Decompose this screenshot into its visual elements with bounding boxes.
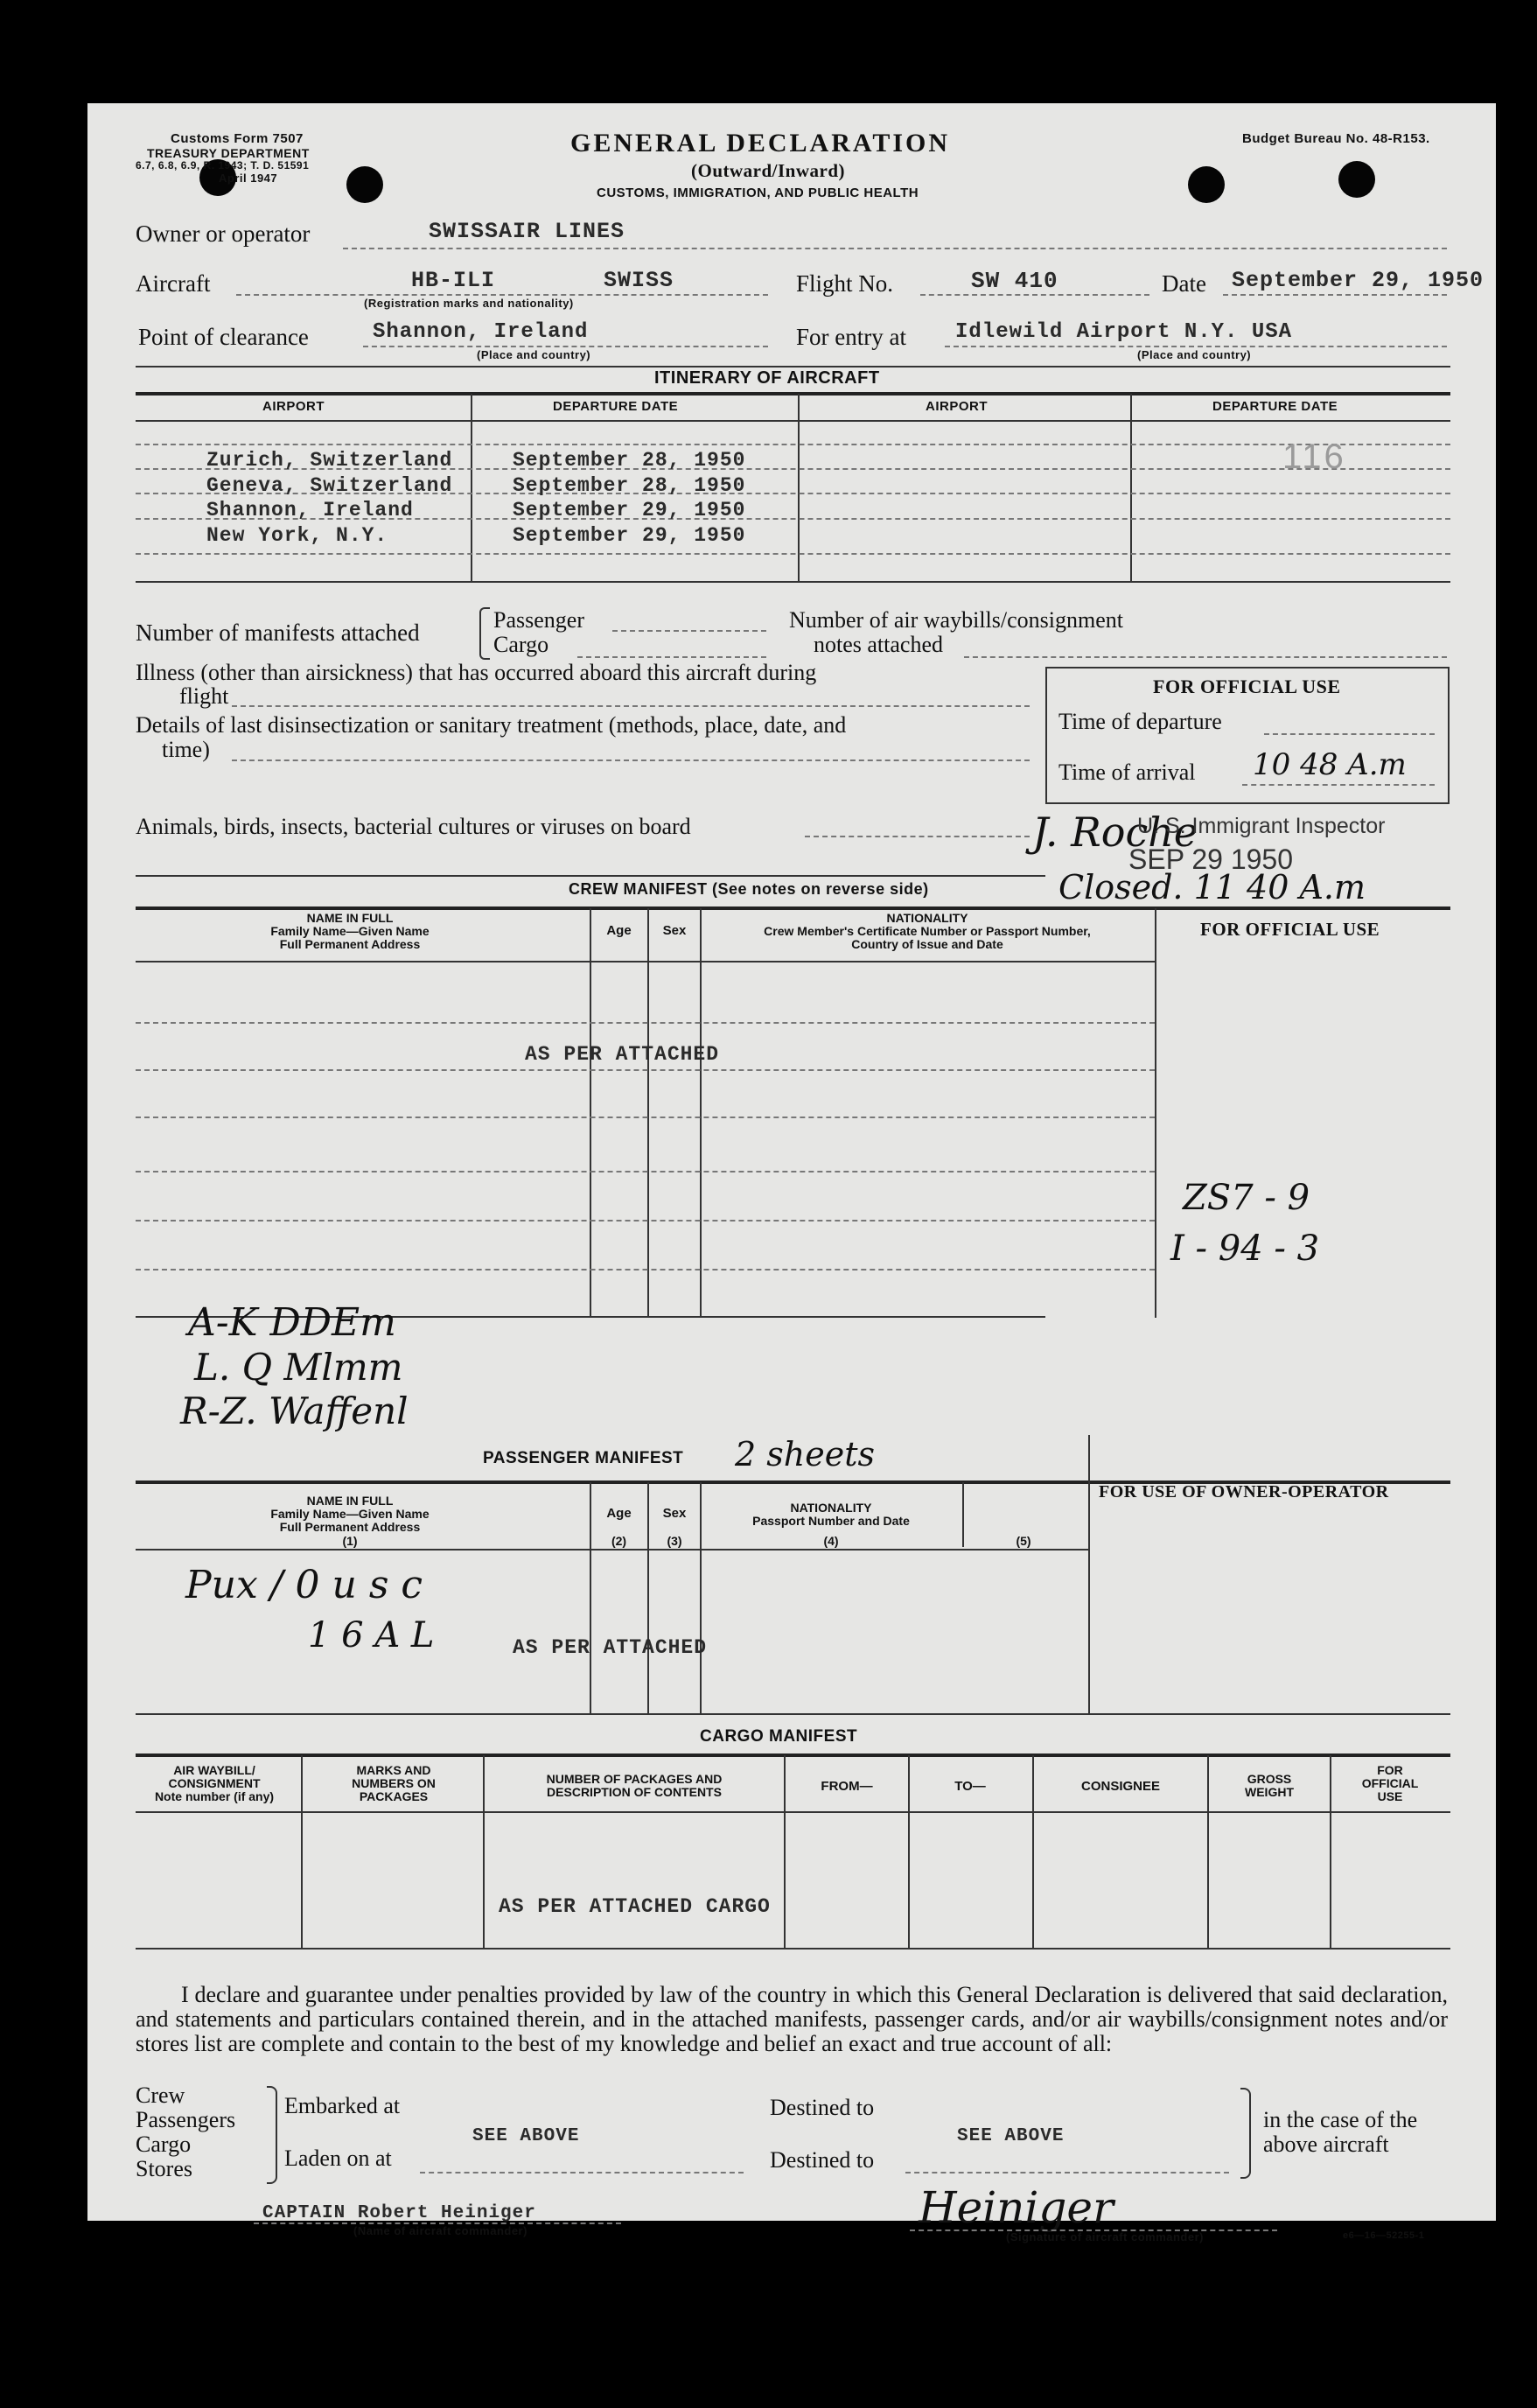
cargo-col-waybill: AIR WAYBILL/ CONSIGNMENT Note number (if any) bbox=[154, 1763, 275, 1803]
entry-line bbox=[945, 346, 1447, 347]
punch-hole bbox=[1338, 161, 1375, 198]
arrival-time-line bbox=[1242, 784, 1435, 786]
clearance-caption: (Place and country) bbox=[477, 348, 591, 361]
itinerary-airport: Zurich, Switzerland bbox=[206, 449, 453, 472]
departure-time-label: Time of departure bbox=[1058, 709, 1222, 734]
passenger-divider bbox=[962, 1482, 964, 1547]
crew-row-line bbox=[136, 1116, 1155, 1118]
form-date: April 1947 bbox=[219, 172, 278, 185]
itinerary-row-line bbox=[136, 444, 1450, 445]
inspection-date-stamp: SEP 29 1950 bbox=[1128, 844, 1294, 875]
declaration-item-crew: Crew bbox=[136, 2082, 185, 2108]
flight-line bbox=[920, 294, 1149, 296]
itinerary-airport: Shannon, Ireland bbox=[206, 499, 414, 522]
cargo-label: Cargo bbox=[493, 632, 549, 657]
cargo-title: CARGO MANIFEST bbox=[700, 1727, 858, 1746]
passenger-col-sex: Sex bbox=[662, 1506, 687, 1521]
passenger-rule bbox=[136, 1549, 1088, 1550]
cargo-bottom-rule bbox=[136, 1948, 1450, 1950]
cargo-col-official: FOR OFFICIAL USE bbox=[1361, 1763, 1419, 1803]
itinerary-airport: Geneva, Switzerland bbox=[206, 474, 453, 497]
case-text: above aircraft bbox=[1263, 2132, 1389, 2157]
closed-note: Closed. 11 40 A.m bbox=[1058, 868, 1366, 906]
cargo-divider bbox=[1207, 1755, 1209, 1948]
case-text: in the case of the bbox=[1263, 2107, 1418, 2132]
clearance-value: Shannon, Ireland bbox=[373, 320, 589, 344]
punch-hole bbox=[1188, 166, 1225, 203]
passenger-col-age-number: (2) bbox=[611, 1534, 627, 1548]
itinerary-title: ITINERARY OF AIRCRAFT bbox=[654, 368, 880, 388]
passenger-col-owner: FOR USE OF OWNER-OPERATOR bbox=[1099, 1482, 1389, 1502]
crew-row-line bbox=[136, 1022, 1155, 1024]
owner-label: Owner or operator bbox=[136, 220, 311, 247]
entry-value: Idlewild Airport N.Y. USA bbox=[955, 320, 1293, 344]
signature-caption: (Signature of aircraft commander) bbox=[1006, 2230, 1204, 2244]
manifests-brace bbox=[479, 607, 490, 660]
aircraft-line bbox=[236, 294, 768, 296]
crew-handwritten-name: L. Q Mlmm bbox=[194, 1346, 403, 1389]
animals-question: Animals, birds, insects, bacterial cultures or viruses on board bbox=[136, 814, 691, 839]
declaration-item-cargo: Cargo bbox=[136, 2132, 192, 2157]
itinerary-col-airport: AIRPORT bbox=[262, 399, 325, 414]
itinerary-bottom-rule bbox=[136, 581, 1450, 583]
crew-row-line bbox=[136, 1220, 1155, 1222]
disinsectization-answer-line bbox=[232, 760, 1030, 761]
entry-label: For entry at bbox=[796, 324, 906, 350]
aircraft-nationality: SWISS bbox=[604, 268, 674, 293]
crew-top-rule bbox=[136, 875, 1045, 877]
crew-divider bbox=[700, 908, 702, 1318]
itinerary-col-departure: DEPARTURE DATE bbox=[1212, 399, 1338, 414]
embarked-value: SEE ABOVE bbox=[472, 2126, 580, 2146]
cargo-col-from: FROM— bbox=[821, 1779, 873, 1794]
declaration-text: I declare and guarantee under penalties provided by law of the country in which this General Declaration is delivered that said declaration, and statements and particulars contained therein, and in the attached manifests, passenger cards, and/or air waybills/consignment notes and/or stores list are complete and contain to the best of my knowledge and belief an exact and true account of all: bbox=[136, 1982, 1448, 2056]
destined-label: Destined to bbox=[770, 2095, 875, 2120]
cargo-col-description: NUMBER OF PACKAGES AND DESCRIPTION OF CONTENTS bbox=[546, 1772, 723, 1799]
passenger-handwritten-note: Pux / 0 u s c bbox=[185, 1563, 423, 1607]
passenger-col-age: Age bbox=[606, 1506, 632, 1521]
embarked-label: Embarked at bbox=[284, 2093, 401, 2118]
inspector-stamp: U. S. Immigrant Inspector bbox=[1137, 814, 1386, 838]
crew-col-sex: Sex bbox=[662, 923, 687, 938]
passenger-title: PASSENGER MANIFEST bbox=[483, 1449, 684, 1467]
passenger-col-nationality-number: (4) bbox=[823, 1534, 839, 1548]
crew-header-rule bbox=[136, 906, 1450, 910]
passenger-col-name: NAME IN FULL Family Name—Given Name Full Permanent Address bbox=[270, 1494, 430, 1534]
arrival-time-value: 10 48 A.m bbox=[1253, 747, 1407, 782]
arrival-time-label: Time of arrival bbox=[1058, 760, 1196, 785]
date-label: Date bbox=[1162, 270, 1206, 297]
department: TREASURY DEPARTMENT bbox=[147, 146, 310, 160]
passenger-divider bbox=[647, 1482, 649, 1713]
cargo-rule bbox=[136, 1811, 1450, 1813]
laden-label: Laden on at bbox=[284, 2146, 392, 2171]
crew-row-line bbox=[136, 1069, 1155, 1071]
declaration-item-stores: Stores bbox=[136, 2156, 192, 2181]
crew-divider bbox=[1155, 908, 1156, 1318]
destined-line bbox=[905, 2172, 1229, 2174]
regulations: 6.7, 6.8, 6.9, R. 1943; T. D. 51591 bbox=[136, 159, 310, 172]
itinerary-col-airport: AIRPORT bbox=[926, 399, 988, 414]
illness-question: flight bbox=[179, 683, 229, 709]
form-subtitle: (Outward/Inward) bbox=[691, 160, 846, 181]
crew-entry: AS PER ATTACHED bbox=[525, 1043, 720, 1066]
crew-handwritten-name: A-K DDEm bbox=[188, 1300, 396, 1345]
date-line bbox=[1223, 294, 1447, 296]
punch-hole bbox=[346, 166, 383, 203]
date-value: September 29, 1950 bbox=[1232, 268, 1485, 293]
crew-col-nationality: NATIONALITY Crew Member's Certificate Number or Passport Number, Country of Issue and Date bbox=[764, 911, 1091, 951]
manifests-label: Number of manifests attached bbox=[136, 620, 420, 646]
cargo-count-line bbox=[577, 656, 766, 658]
clearance-label: Point of clearance bbox=[138, 324, 309, 350]
cargo-entry: AS PER ATTACHED CARGO bbox=[499, 1895, 771, 1918]
case-brace bbox=[1240, 2088, 1251, 2179]
passenger-label: Passenger bbox=[493, 607, 584, 633]
commander-caption: (Name of aircraft commander) bbox=[353, 2224, 527, 2237]
print-code: e6—16—52255-1 bbox=[1343, 2230, 1425, 2241]
passenger-col-sex-number: (3) bbox=[667, 1534, 682, 1548]
owner-line bbox=[343, 248, 1447, 249]
form-title: GENERAL DECLARATION bbox=[570, 129, 951, 158]
departure-time-line bbox=[1264, 733, 1435, 735]
disinsectization-question: Details of last disinsectization or sanitary treatment (methods, place, date, and bbox=[136, 712, 847, 738]
crew-col-name: NAME IN FULL Family Name—Given Name Full Permanent Address bbox=[270, 911, 430, 951]
passenger-col-5: (5) bbox=[1016, 1534, 1031, 1548]
passenger-handwritten-note: 1 6 A L bbox=[308, 1615, 435, 1656]
itinerary-airport: New York, N.Y. bbox=[206, 524, 388, 547]
waybills-label: Number of air waybills/consignment bbox=[789, 607, 1123, 633]
aircraft-label: Aircraft bbox=[136, 270, 211, 297]
itinerary-top-rule bbox=[136, 366, 1450, 368]
cargo-col-weight: GROSS WEIGHT bbox=[1245, 1772, 1294, 1799]
flight-number: SW 410 bbox=[971, 268, 1058, 294]
form-purpose: CUSTOMS, IMMIGRATION, AND PUBLIC HEALTH bbox=[597, 186, 919, 200]
passenger-divider bbox=[590, 1482, 591, 1713]
inspector-signature: J. Roche bbox=[1032, 808, 1198, 856]
cargo-col-consignee: CONSIGNEE bbox=[1080, 1779, 1160, 1794]
entry-caption: (Place and country) bbox=[1137, 348, 1252, 361]
passenger-col-nationality: NATIONALITY Passport Number and Date bbox=[752, 1501, 910, 1528]
animals-answer-line bbox=[805, 836, 1030, 837]
cargo-divider bbox=[301, 1755, 303, 1948]
aircraft-caption: (Registration marks and nationality) bbox=[364, 297, 574, 310]
embarked-line bbox=[420, 2172, 744, 2174]
crew-divider bbox=[647, 908, 649, 1318]
cargo-divider bbox=[1032, 1755, 1034, 1948]
commander-signature: Heiniger bbox=[919, 2182, 1114, 2233]
passenger-bottom-rule bbox=[136, 1713, 1450, 1715]
page-number-stamp: 116 bbox=[1282, 438, 1346, 476]
itinerary-rule bbox=[136, 420, 1450, 422]
itinerary-date: September 29, 1950 bbox=[513, 524, 746, 547]
illness-answer-line bbox=[232, 705, 1030, 707]
cargo-divider bbox=[483, 1755, 485, 1948]
itinerary-date: September 29, 1950 bbox=[513, 499, 746, 522]
clearance-line bbox=[363, 346, 768, 347]
cargo-col-marks: MARKS AND NUMBERS ON PACKAGES bbox=[352, 1763, 436, 1803]
official-use-title: FOR OFFICIAL USE bbox=[1153, 676, 1341, 697]
aircraft-registration: HB-ILI bbox=[411, 268, 496, 293]
passenger-divider bbox=[1088, 1435, 1090, 1713]
cargo-header-rule bbox=[136, 1754, 1450, 1757]
itinerary-date: September 28, 1950 bbox=[513, 474, 746, 497]
crew-divider bbox=[590, 908, 591, 1318]
crew-official-note: ZS7 - 9 bbox=[1183, 1178, 1310, 1218]
owner-value: SWISSAIR LINES bbox=[429, 219, 625, 244]
crew-official-note: I - 94 - 3 bbox=[1170, 1228, 1320, 1269]
crew-handwritten-name: R-Z. Waffenl bbox=[180, 1390, 409, 1432]
crew-row-line bbox=[136, 1171, 1155, 1172]
flight-label: Flight No. bbox=[796, 270, 894, 297]
budget-number: Budget Bureau No. 48-R153. bbox=[1242, 131, 1430, 146]
illness-question: Illness (other than airsickness) that has occurred aboard this aircraft during bbox=[136, 660, 817, 685]
crew-row-line bbox=[136, 1269, 1155, 1270]
waybills-line bbox=[964, 656, 1447, 658]
declaration-item-passengers: Passengers bbox=[136, 2107, 236, 2132]
declaration-brace bbox=[267, 2086, 277, 2184]
destined-label: Destined to bbox=[770, 2147, 875, 2173]
commander-name: CAPTAIN Robert Heiniger bbox=[262, 2203, 536, 2223]
itinerary-date: September 28, 1950 bbox=[513, 449, 746, 472]
itinerary-header-rule bbox=[136, 392, 1450, 396]
cargo-divider bbox=[784, 1755, 786, 1948]
disinsectization-question: time) bbox=[162, 737, 210, 762]
crew-title: CREW MANIFEST (See notes on reverse side) bbox=[569, 880, 929, 898]
itinerary-row-line bbox=[136, 553, 1450, 555]
crew-col-age: Age bbox=[606, 923, 632, 938]
form-id: Customs Form 7507 bbox=[171, 131, 304, 146]
itinerary-col-departure: DEPARTURE DATE bbox=[553, 399, 679, 414]
crew-rule bbox=[136, 961, 1155, 962]
cargo-col-to: TO— bbox=[954, 1779, 986, 1794]
crew-col-official: FOR OFFICIAL USE bbox=[1200, 919, 1380, 940]
passenger-col-name-number: (1) bbox=[342, 1534, 358, 1548]
waybills-label: notes attached bbox=[814, 632, 943, 657]
destined-value: SEE ABOVE bbox=[957, 2126, 1065, 2146]
passenger-sheets-note: 2 sheets bbox=[735, 1435, 875, 1474]
passenger-entry: AS PER ATTACHED bbox=[513, 1636, 708, 1659]
passenger-count-line bbox=[612, 630, 766, 632]
